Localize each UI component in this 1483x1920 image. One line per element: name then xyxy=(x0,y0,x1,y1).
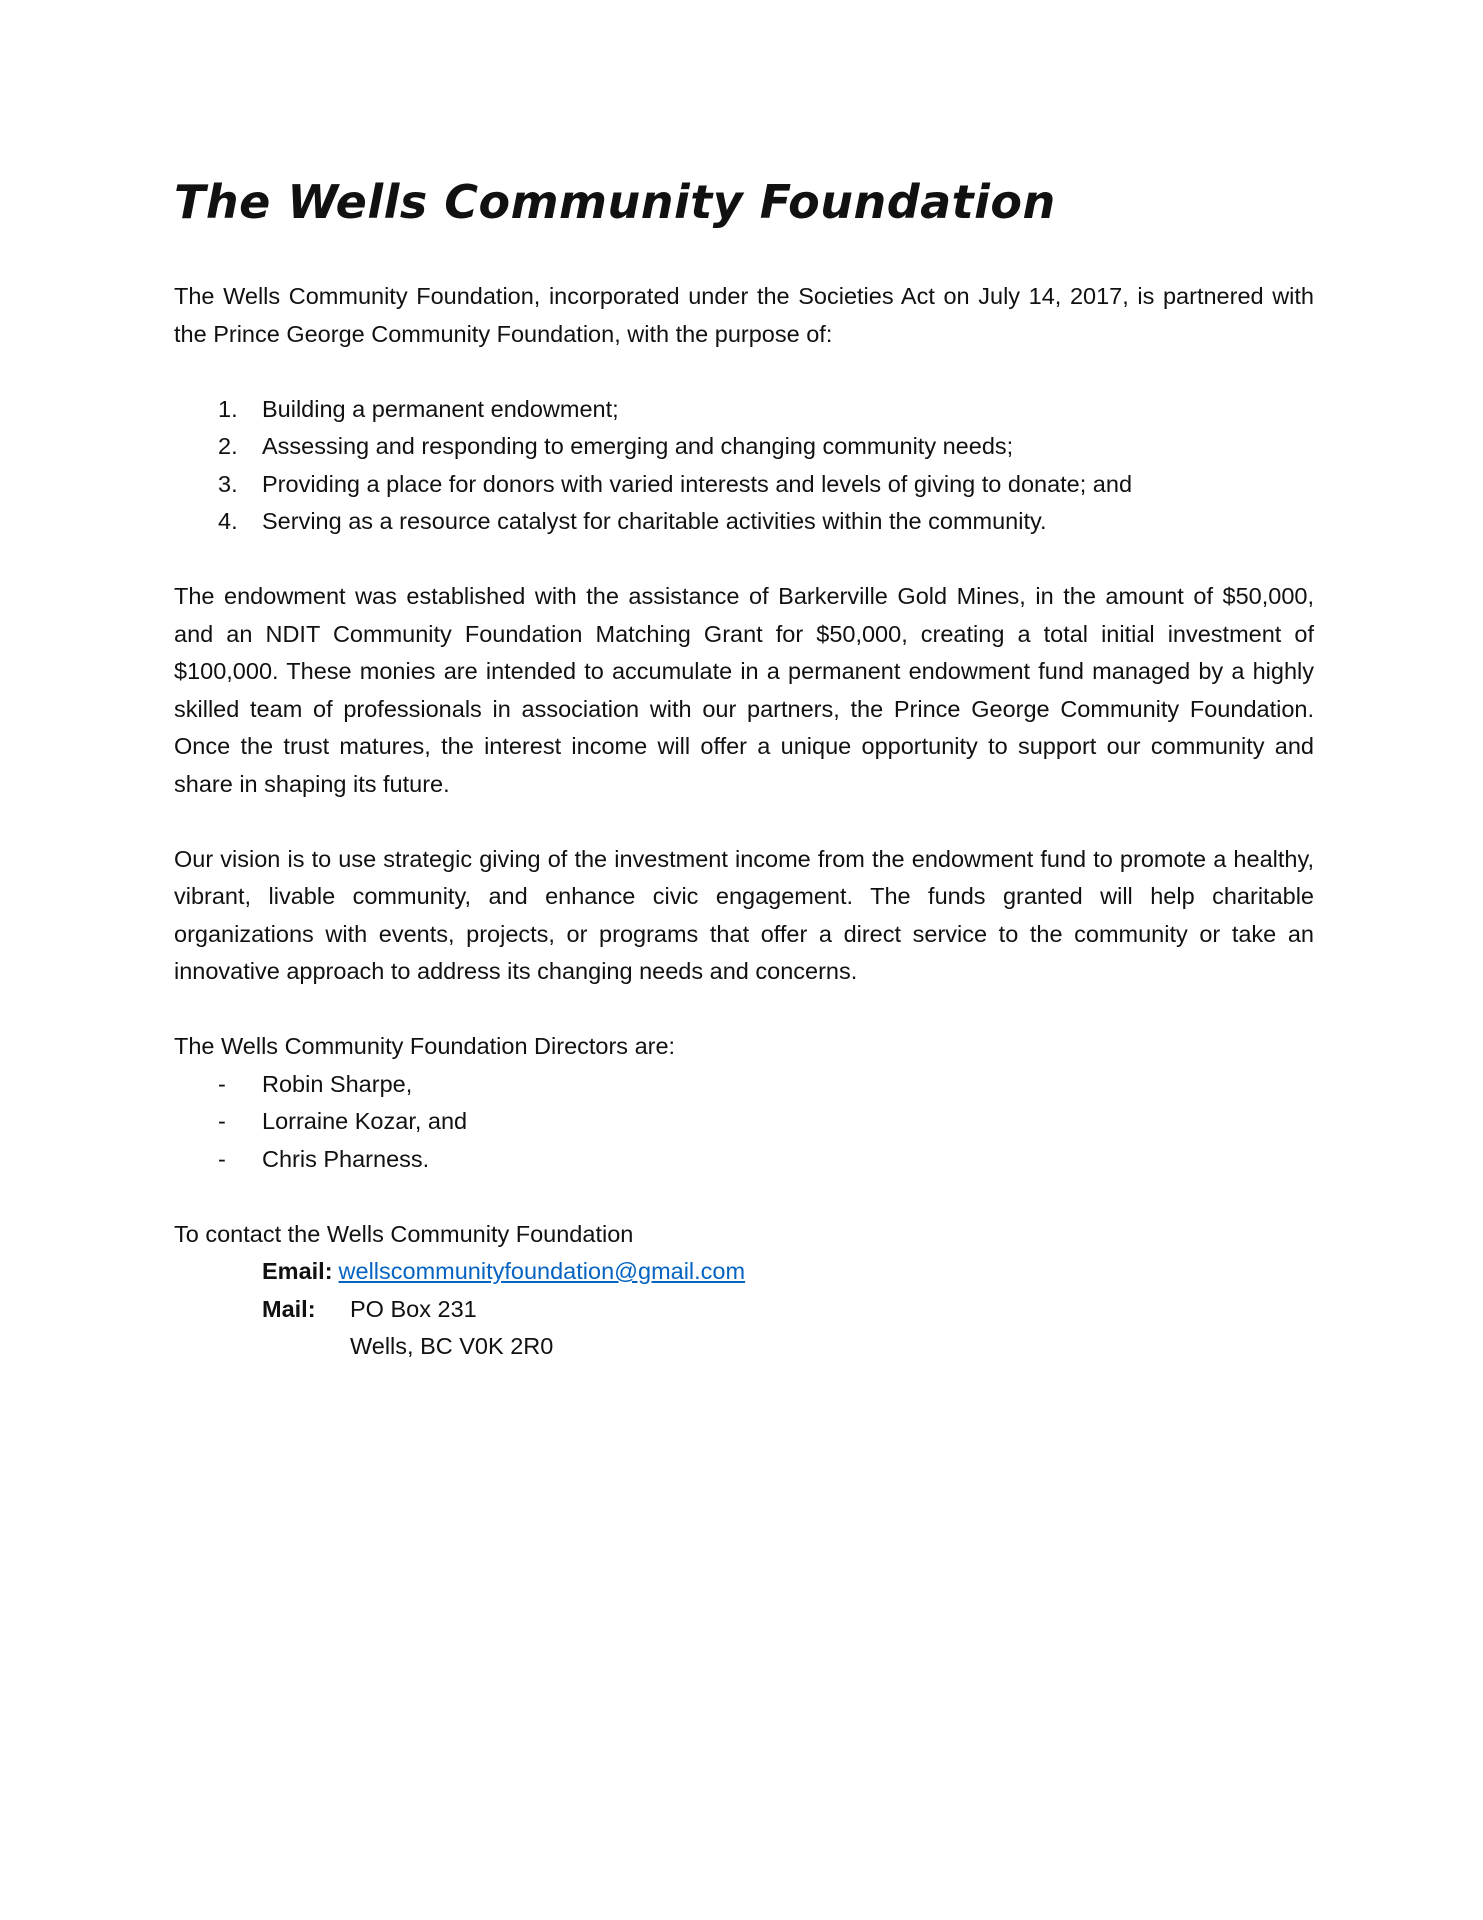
spacer xyxy=(174,803,1314,841)
endowment-paragraph: The endowment was established with the assistance of Barkerville Gold Mines, in the amount of $50,000, and an NDIT Community Foundation Matching Grant for $50,000, creating a total initial investment of $100,000. These monies are intended to accumulate in a permanent endowment fund managed by a highly skilled team of professionals in association with our partners, the Prince George Community Foundation. Once the trust matures, the interest income will offer a unique opportunity to support our community and share in shaping its future. xyxy=(174,583,1314,797)
director-name: Chris Pharness. xyxy=(262,1145,430,1172)
list-item xyxy=(174,428,1314,466)
directors-intro: The Wells Community Foundation Directors are: xyxy=(174,1033,676,1059)
list-bullet: - xyxy=(218,1108,226,1134)
address-line-1: PO Box 231 xyxy=(350,1295,477,1322)
directors-list xyxy=(174,1066,1314,1179)
list-item xyxy=(174,1103,1314,1141)
mail-label: Mail: xyxy=(262,1295,316,1322)
mail-row xyxy=(262,1291,1314,1329)
list-number: 2. xyxy=(218,433,238,459)
intro-paragraph: The Wells Community Foundation, incorporated under the Societies Act on July 14, 2017, is partnered with the Prince George Community Foundation, with the purpose of: xyxy=(174,283,1314,347)
page-title: The Wells Community Foundation xyxy=(174,175,1056,229)
list-item xyxy=(174,466,1314,504)
list-bullet: - xyxy=(218,1070,226,1097)
list-item-text: Providing a place for donors with varied interests and levels of giving to donate; and xyxy=(262,470,1133,497)
address-line-2: Wells, BC V0K 2R0 xyxy=(350,1333,554,1359)
list-bullet: - xyxy=(218,1145,226,1172)
contact-block xyxy=(174,1253,1314,1366)
director-name: Robin Sharpe, xyxy=(262,1070,413,1097)
list-item xyxy=(174,503,1314,541)
email-row xyxy=(262,1253,1314,1291)
director-name: Lorraine Kozar, and xyxy=(262,1108,468,1134)
spacer xyxy=(174,353,1314,391)
document-page xyxy=(174,170,1314,1366)
list-number: 3. xyxy=(218,470,238,497)
list-item-text: Assessing and responding to emerging and changing community needs; xyxy=(262,433,1014,459)
list-item xyxy=(174,1066,1314,1104)
contact-heading: To contact the Wells Community Foundation xyxy=(174,1220,634,1247)
spacer xyxy=(174,541,1314,579)
list-item xyxy=(174,391,1314,429)
email-label: Email: xyxy=(262,1258,333,1284)
list-item-text: Building a permanent endowment; xyxy=(262,395,619,422)
vision-paragraph: Our vision is to use strategic giving of the investment income from the endowment fund to promote a healthy, vibrant, livable community, and enhance civic engagement. The funds granted will help charitable organizations with events, projects, or programs that offer a direct service to the community or take an innovative approach to address its changing needs and concerns. xyxy=(174,845,1314,984)
list-item-text: Serving as a resource catalyst for charitable activities within the community. xyxy=(262,508,1047,534)
email-link[interactable]: wellscommunityfoundation@gmail.com xyxy=(338,1258,746,1284)
spacer xyxy=(174,1178,1314,1216)
spacer xyxy=(174,991,1314,1029)
purpose-list xyxy=(174,391,1314,541)
list-item xyxy=(174,1141,1314,1179)
list-number: 4. xyxy=(218,508,238,534)
list-number: 1. xyxy=(218,395,238,422)
